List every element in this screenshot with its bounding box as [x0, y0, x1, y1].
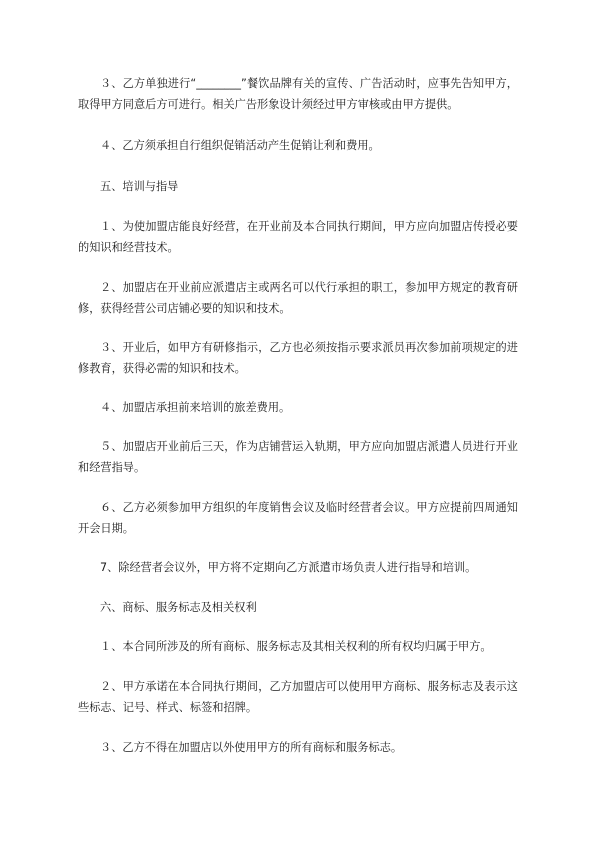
paragraph-training-3: ３、开业后，如甲方有研修指示，乙方也必须按指示要求派员再次参加前项规定的进修教育，获得必需的知识和技术。 [78, 341, 518, 375]
paragraph-clause-3-advertising: ３、乙方单独进行“________”餐饮品牌有关的宣传、广告活动时，应事先告知甲方，取得甲方同意后方可进行。相关广告形象设计须经过甲方审核或由甲方提供。 [78, 77, 518, 111]
paragraph-trademark-1: １、本合同所涉及的所有商标、服务标志及其相关权利的所有权均归属于甲方。 [100, 640, 492, 653]
section-heading-trademark: 六、商标、服务标志及相关权利 [100, 601, 257, 614]
paragraph-training-1: １、为使加盟店能良好经营，在开业前及本合同执行期间，甲方应向加盟店传授必要的知识和经营技术。 [78, 220, 518, 254]
paragraph-trademark-3: ３、乙方不得在加盟店以外使用甲方的所有商标和服务标志。 [100, 741, 403, 754]
paragraph-training-7: 7、除经营者会议外，甲方将不定期向乙方派遣市场负责人进行指导和培训。 [100, 561, 477, 574]
paragraph-training-2: ２、加盟店在开业前应派遣店主或两名可以代行承担的职工，参加甲方规定的教育研修，获得经营公司店铺必要的知识和技术。 [78, 281, 518, 315]
paragraph-clause-4-promotion: ４、乙方须承担自行组织促销活动产生促销让利和费用。 [100, 139, 380, 152]
paragraph-trademark-2: ２、甲方承诺在本合同执行期间，乙方加盟店可以使用甲方商标、服务标志及表示这些标志、记号、样式、标签和招牌。 [78, 680, 518, 714]
paragraph-training-6: ６、乙方必须参加甲方组织的年度销售会议及临时经营者会议。甲方应提前四周通知开会日期。 [78, 501, 518, 535]
paragraph-training-4: ４、加盟店承担前来培训的旅差费用。 [100, 401, 291, 414]
paragraph-training-5: ５、加盟店开业前后三天，作为店铺营运入轨期，甲方应向加盟店派遣人员进行开业和经营指导。 [78, 440, 518, 474]
section-heading-training: 五、培训与指导 [100, 180, 179, 193]
